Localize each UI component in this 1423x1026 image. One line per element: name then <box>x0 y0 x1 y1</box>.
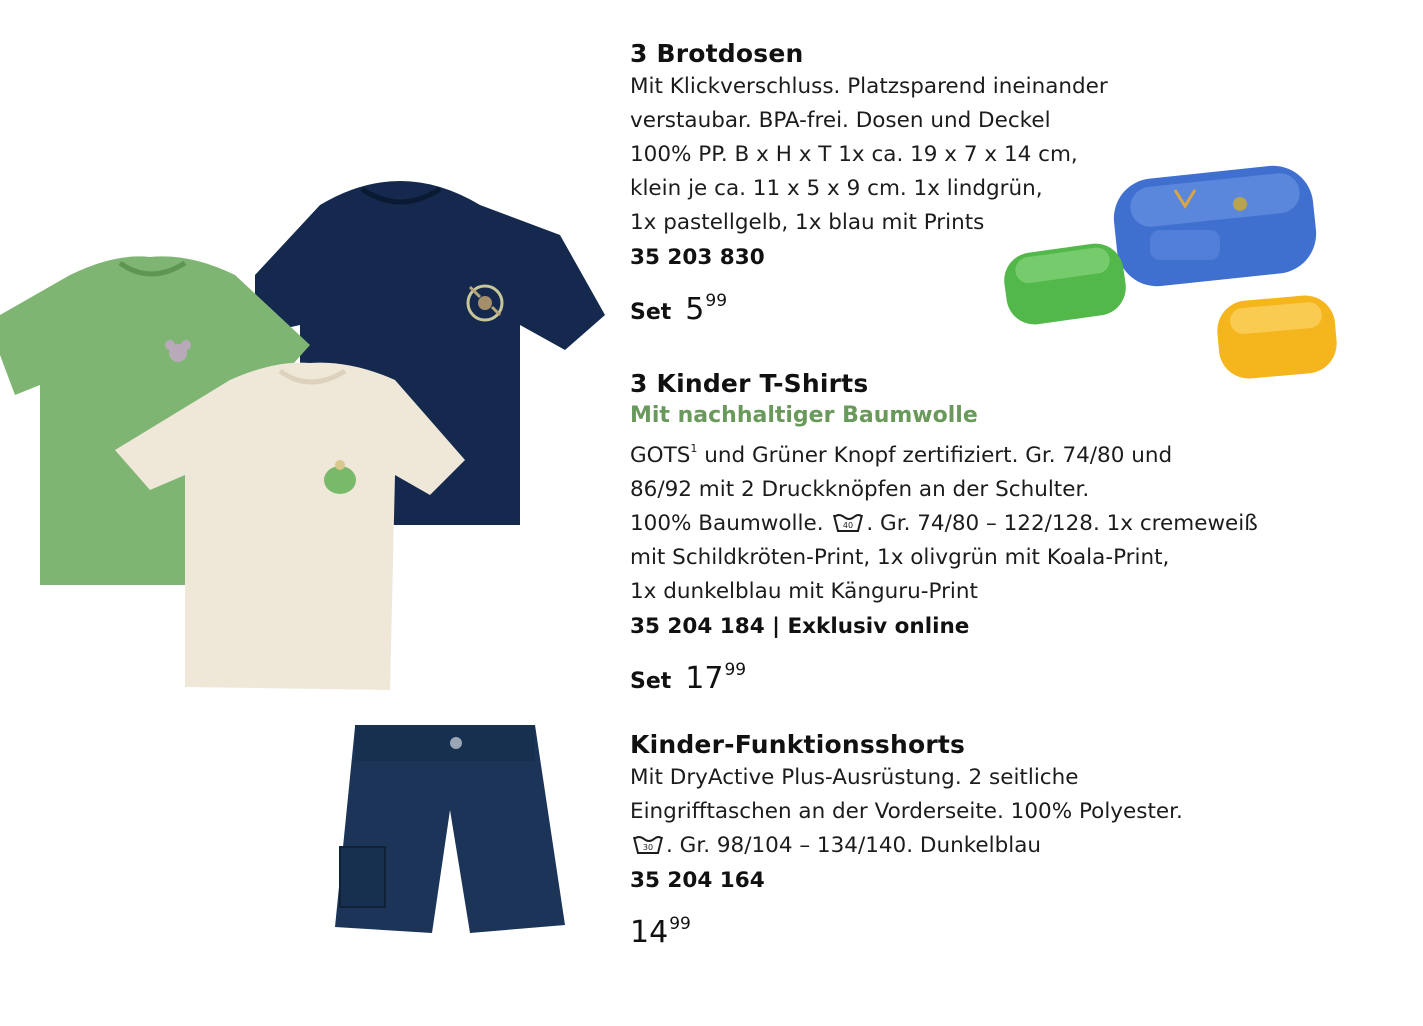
price-euros: 14 <box>630 915 669 950</box>
article-number: 35 204 164 <box>630 868 765 893</box>
wash-temp: 40 <box>843 521 854 530</box>
price <box>630 653 1290 696</box>
description-line <box>630 432 1290 473</box>
description-line: 1x dunkelblau mit Känguru-Print <box>630 579 978 604</box>
price-euros: 17 <box>685 661 724 696</box>
desc-text: . Gr. 98/104 – 134/140. Dunkelblau <box>666 833 1042 858</box>
product-title: 3 Kinder T-Shirts <box>630 369 869 398</box>
description-line <box>630 829 1290 863</box>
description-line <box>630 507 1290 541</box>
desc-text: und Grüner Knopf zertifiziert. Gr. 74/80 und <box>697 443 1173 468</box>
description-line: verstaubar. BPA-frei. Dosen und Deckel <box>630 108 1051 133</box>
wash-care-icon <box>832 512 864 534</box>
desc-text: . Gr. 74/80 – 122/128. 1x cremeweiß <box>866 511 1258 536</box>
description-line: Mit DryActive Plus-Ausrüstung. 2 seitliche <box>630 765 1079 790</box>
product-title: 3 Brotdosen <box>630 39 804 68</box>
product-subtitle: Mit nachhaltiger Baumwolle <box>630 403 978 428</box>
description-line: Eingrifftaschen an der Vorderseite. 100% Polyester. <box>630 799 1183 824</box>
price-value <box>630 907 691 950</box>
desc-text: GOTS <box>630 443 691 468</box>
article-number: 35 203 830 <box>630 245 765 270</box>
price-value <box>685 653 746 696</box>
footnote-marker: 1 <box>690 442 698 455</box>
product-brotdosen <box>630 38 1290 327</box>
product-title: Kinder-Funktionsshorts <box>630 730 966 759</box>
price-prefix: Set <box>630 669 672 694</box>
description-line: Mit Klickverschluss. Platzsparend ineinander <box>630 74 1108 99</box>
price <box>630 284 1290 327</box>
product-kinder-funktionsshorts <box>630 729 1290 950</box>
price-euros: 5 <box>685 292 705 327</box>
desc-text: 100% Baumwolle. <box>630 511 831 536</box>
wash-temp: 30 <box>642 843 654 852</box>
description-line: mit Schildkröten-Print, 1x olivgrün mit Koala-Print, <box>630 545 1170 570</box>
description-line: 86/92 mit 2 Druckknöpfen an der Schulter. <box>630 477 1090 502</box>
product-kinder-tshirts <box>630 368 1290 696</box>
price-value <box>685 284 727 327</box>
price <box>630 907 1290 950</box>
shorts-image <box>320 715 580 940</box>
price-prefix: Set <box>630 300 672 325</box>
tshirts-image <box>0 175 620 695</box>
description-line: 1x pastellgelb, 1x blau mit Prints <box>630 210 985 235</box>
price-cents: 99 <box>705 291 728 311</box>
description-line: 100% PP. B x H x T 1x ca. 19 x 7 x 14 cm, <box>630 142 1078 167</box>
shorts-icon <box>335 725 565 933</box>
article-number: 35 204 184 | Exklusiv online <box>630 614 970 639</box>
wash-care-icon <box>632 834 664 856</box>
description-line: klein je ca. 11 x 5 x 9 cm. 1x lindgrün, <box>630 176 1043 201</box>
price-cents: 99 <box>724 660 747 680</box>
price-cents: 99 <box>669 914 691 934</box>
